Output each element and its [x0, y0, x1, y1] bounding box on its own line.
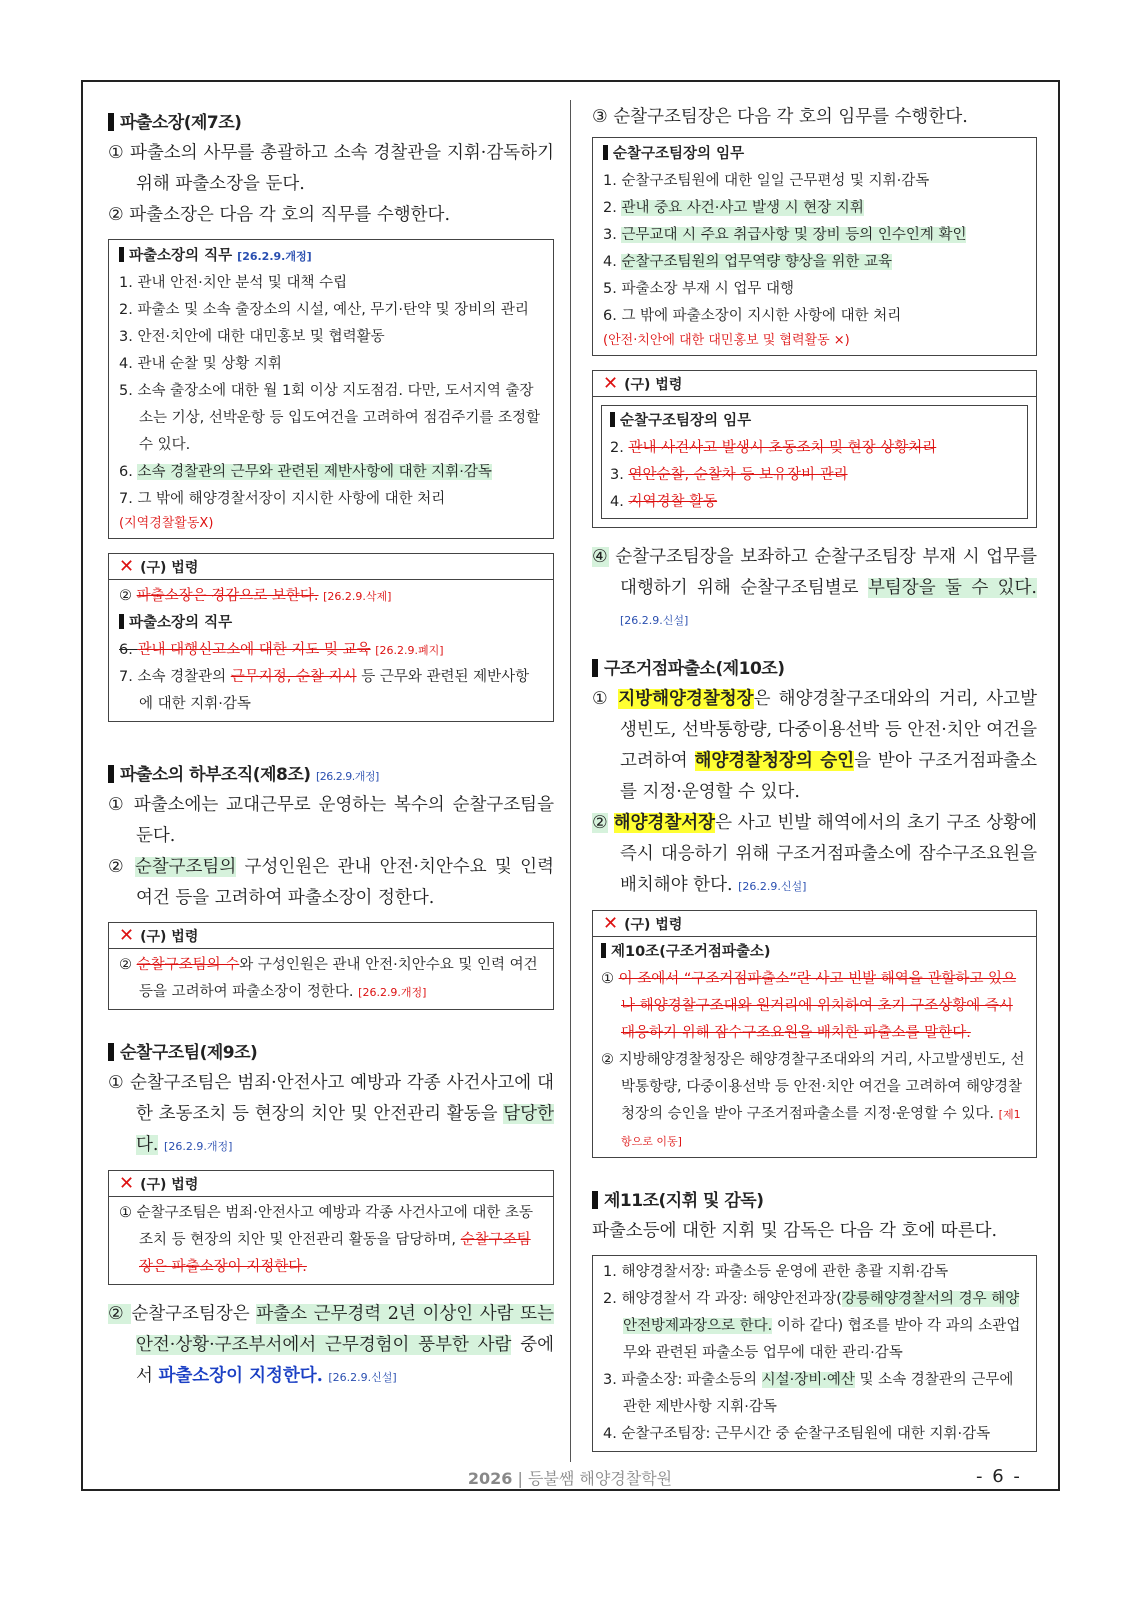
section-title-10: 구조거점파출소(제10조): [592, 654, 1037, 679]
old-law-header: ✕ (구) 법령: [109, 923, 553, 949]
list-item: 4. 순찰구조팀원의 업무역량 향상을 위한 교육: [603, 254, 893, 270]
old-law-header: ✕ (구) 법령: [593, 371, 1036, 397]
old-line: 6. 관내 대행신고소에 대한 지도 및 교육 [26.2.9.폐지]: [119, 642, 444, 658]
paragraph: ③ 순찰구조팀장은 다음 각 호의 임무를 수행한다.: [592, 107, 968, 127]
paragraph: ① 지방해양경찰청장은 해양경찰구조대와의 거리, 사고발생빈도, 선박통항량, 다중이용선박 등 안전·치안 여건을 고려하여 해양경찰청장의 승인을 받아 구조거점파출소를 지정·운영할 수 있다.: [592, 689, 1037, 802]
old-law-header: ✕ (구) 법령: [593, 911, 1036, 937]
old-subtitle: 제10조(구조거점파출소): [601, 939, 1028, 966]
paragraph: ② 파출소장은 다음 각 호의 직무를 수행한다.: [108, 205, 451, 225]
paragraph: ① 순찰구조팀은 범죄·안전사고 예방과 각종 사건사고에 대한 초동조치 등 현장의 치안 및 안전관리 활동을 담당한다. [26.2.9.개정]: [108, 1073, 554, 1155]
left-column: [108, 104, 554, 1393]
box-title: 순찰구조팀장의 임무: [603, 141, 1026, 168]
list-item: 4. 순찰구조팀장: 근무시간 중 순찰구조팀원에 대한 지휘·감독: [603, 1426, 991, 1442]
list-item: 4. 관내 순찰 및 상황 지휘: [119, 356, 282, 372]
section-bar-icon: [592, 1191, 598, 1209]
old-line: ① 이 조에서 “구조거점파출소”란 사고 빈발 해역을 관할하고 있으나 해양경찰구조대와 원거리에 위치하여 초기 구조상황에 즉시 대응하기 위해 잠수구조요원을 배치한 파출소를 말한다.: [601, 971, 1017, 1041]
list-item: 3. 파출소장: 파출소등의 시설·장비·예산 및 소속 경찰관의 근무에 관한 제반사항 지휘·감독: [603, 1372, 1014, 1415]
footer: 2026 | 등불쌤 해양경찰학원: [467, 1469, 673, 1488]
list-item: 2. 관내 중요 사건·사고 발생 시 현장 지휘: [603, 200, 864, 216]
list-item: 5. 소속 출장소에 대한 월 1회 이상 지도점검. 다만, 도서지역 출장소는 기상, 선박운항 등 입도여건을 고려하여 점검주기를 조정할 수 있다.: [119, 383, 541, 453]
duties-box: [108, 239, 554, 539]
old-line: ② 순찰구조팀의 수와 구성인원은 관내 안전·치안수요 및 인력 여건 등을 고려하여 파출소장이 정한다. [26.2.9.개정]: [119, 957, 538, 1000]
section-bar-icon: [592, 659, 598, 677]
list-item: 3. 근무교대 시 주요 취급사항 및 장비 등의 인수인계 확인: [603, 227, 967, 243]
old-line: ① 순찰구조팀은 범죄·안전사고 예방과 각종 사건사고에 대한 초동조치 등 현장의 치안 및 안전관리 활동을 담당하며, 순찰구조팀장은 파출소장이 지정한다.: [119, 1205, 534, 1275]
command-box: [592, 1255, 1037, 1452]
paragraph: ④ 순찰구조팀장을 보좌하고 순찰구조팀장 부재 시 업무를 대행하기 위해 순찰구조팀별로 부팀장을 둘 수 있다. [26.2.9.신설]: [592, 547, 1037, 627]
x-mark-icon: ✕: [119, 1173, 135, 1194]
leader-duties-box: [592, 137, 1037, 356]
old-law-box: [592, 370, 1037, 528]
section-bar-icon: [108, 1043, 114, 1061]
x-mark-icon: ✕: [603, 373, 619, 394]
paragraph: ① 파출소에는 교대근무로 운영하는 복수의 순찰구조팀을 둔다.: [108, 795, 554, 846]
list-item: 5. 파출소장 부재 시 업무 대행: [603, 281, 794, 297]
old-law-box: [108, 1170, 554, 1285]
list-item: 2. 해양경찰서 각 과장: 해양안전과장(강릉해양경찰서의 경우 해양안전방제과장으로 한다. 이하 같다) 협조를 받아 각 과의 소관업무와 관련된 파출소등 업무에 대한 관리·감독: [603, 1291, 1021, 1361]
old-law-box: [592, 910, 1037, 1158]
section-title-8: 파출소의 하부조직(제8조) [26.2.9.개정]: [108, 760, 554, 785]
red-note: (안전·치안에 대한 대민홍보 및 협력활동 ×): [603, 333, 850, 348]
old-line: ② 지방해양경찰청장은 해양경찰구조대와의 거리, 사고발생빈도, 선박통항량, 다중이용선박 등 안전·치안 여건을 고려하여 해양경찰청장의 승인을 받아 구조거점파출소를 지정·운영할 수 있다. [제1항으로 이동]: [601, 1052, 1025, 1148]
section-title-9: 순찰구조팀(제9조): [108, 1038, 554, 1063]
old-subtitle: 순찰구조팀장의 임무: [610, 408, 1019, 435]
section-title-11: 제11조(지휘 및 감독): [592, 1186, 1037, 1211]
section-title-7: 파출소장(제7조): [108, 108, 554, 133]
old-subtitle: 파출소장의 직무: [119, 610, 543, 637]
old-line: 4. 지역경찰 활동: [610, 494, 718, 510]
section-bar-icon: [108, 113, 114, 131]
old-line: ② 파출소장은 경감으로 보한다. [26.2.9.삭제]: [119, 588, 392, 604]
list-item: 2. 파출소 및 소속 출장소의 시설, 예산, 무기·탄약 및 장비의 관리: [119, 302, 529, 318]
list-item: 6. 그 밖에 파출소장이 지시한 사항에 대한 처리: [603, 308, 902, 324]
paragraph: ② 순찰구조팀장은 파출소 근무경력 2년 이상인 사람 또는 안전·상황·구조부서에서 근무경험이 풍부한 사람 중에서 파출소장이 지정한다. [26.2.9.신설]: [108, 1304, 555, 1386]
paragraph: 파출소등에 대한 지휘 및 감독은 다음 각 호에 따른다.: [592, 1221, 998, 1241]
old-law-box: [108, 553, 554, 722]
old-line: 7. 소속 경찰관의 근무지정, 순찰 지시 등 근무와 관련된 제반사항에 대한 지휘·감독: [119, 669, 530, 712]
list-item: 1. 관내 안전·치안 분석 및 대책 수립: [119, 275, 348, 291]
old-law-box: [108, 922, 554, 1010]
x-mark-icon: ✕: [603, 913, 619, 934]
list-item: 1. 해양경찰서장: 파출소등 운영에 관한 총괄 지휘·감독: [603, 1264, 949, 1280]
paragraph: ② 해양경찰서장은 사고 빈발 해역에서의 초기 구조 상황에 즉시 대응하기 위해 구조거점파출소에 잠수구조요원을 배치해야 한다. [26.2.9.신설]: [592, 813, 1037, 895]
paragraph: ② 순찰구조팀의 구성인원은 관내 안전·치안수요 및 인력 여건 등을 고려하여 파출소장이 정한다.: [108, 857, 554, 908]
old-law-header: ✕ (구) 법령: [109, 554, 553, 580]
red-note: (지역경찰활동X): [119, 516, 214, 531]
list-item: 6. 소속 경찰관의 근무와 관련된 제반사항에 대한 지휘·감독: [119, 464, 492, 480]
list-item: 7. 그 밖에 해양경찰서장이 지시한 사항에 대한 처리: [119, 491, 446, 507]
section-bar-icon: [610, 412, 615, 427]
list-item: 3. 안전·치안에 대한 대민홍보 및 협력활동: [119, 329, 385, 345]
x-mark-icon: ✕: [119, 925, 135, 946]
section-bar-icon: [603, 145, 608, 160]
section-bar-icon: [119, 614, 124, 629]
section-bar-icon: [119, 247, 124, 262]
column-divider: [570, 100, 571, 1462]
old-line: 3. 연안순찰, 순찰차 등 보유장비 관리: [610, 467, 848, 483]
section-bar-icon: [601, 943, 606, 958]
right-column: [592, 104, 1037, 1466]
x-mark-icon: ✕: [119, 556, 135, 577]
old-line: 2. 관내 사건사고 발생시 초동조치 및 현장 상황처리: [610, 440, 937, 456]
paragraph: ① 파출소의 사무를 총괄하고 소속 경찰관을 지휘·감독하기 위해 파출소장을 둔다.: [108, 143, 554, 194]
box-title: 파출소장의 직무 [26.2.9.개정]: [119, 243, 543, 270]
section-bar-icon: [108, 765, 114, 783]
page-number: - 6 -: [976, 1466, 1022, 1487]
old-inner-box: [601, 405, 1028, 519]
list-item: 1. 순찰구조팀원에 대한 일일 근무편성 및 지휘·감독: [603, 173, 930, 189]
old-law-header: ✕ (구) 법령: [109, 1171, 553, 1197]
